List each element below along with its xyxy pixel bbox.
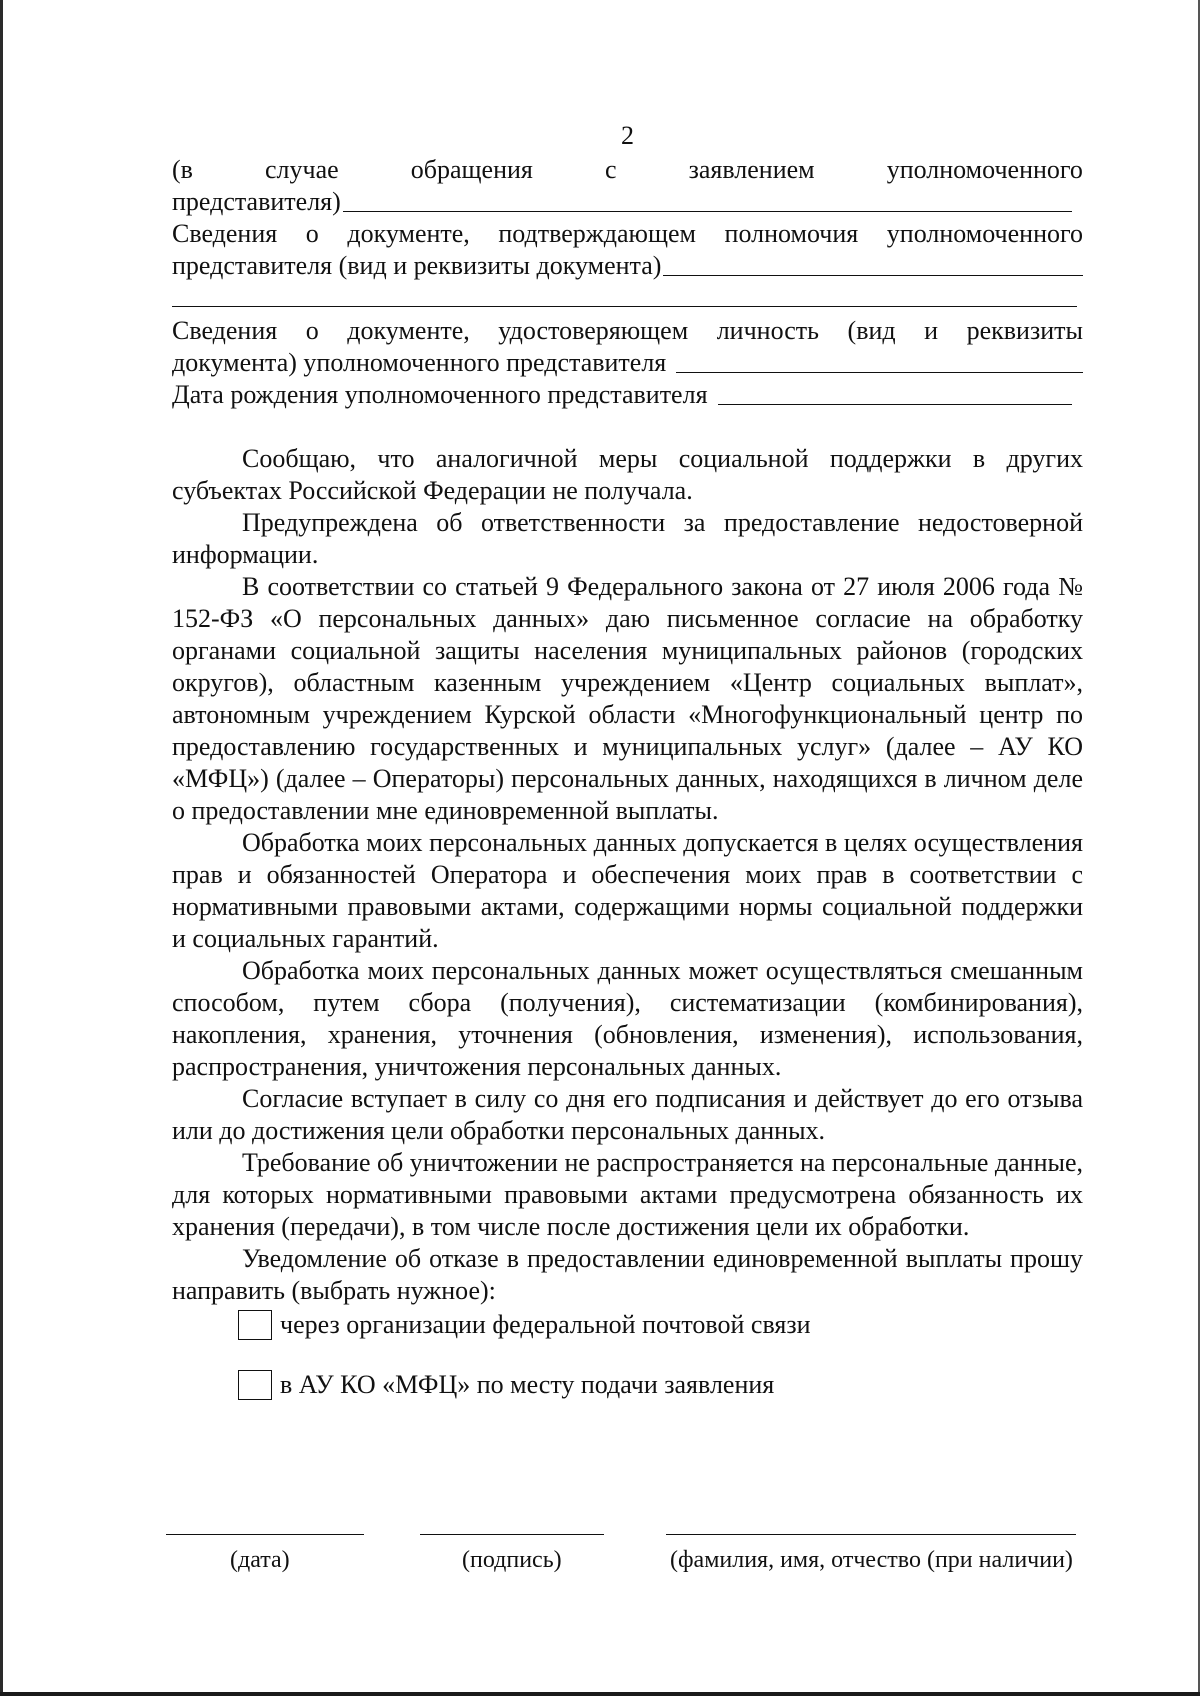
- document-body: [172, 120, 1083, 1403]
- paragraph-consent: В соответствии со статьей 9 Федерального закона от 27 июля 2006 года № 152-ФЗ «О персональных данных» даю письменное согласие на обработку органами социальной защиты населения муниципальных районов (городских округов), областным казенным учреждением «Центр социальных выплат», автономным учреждением Курской области «Многофункциональный центр по предоставлению государственных и муниципальных услуг» (далее – АУ КО «МФЦ») (далее – Операторы) персональных данных, находящихся в личном деле о предоставлении мне единовременной выплаты.: [172, 572, 1083, 825]
- option-post-label: через организации федеральной почтовой связи: [280, 1310, 811, 1339]
- birth-date-label: Дата рождения уполномоченного представителя: [172, 380, 708, 409]
- identity-doc-blank[interactable]: [676, 372, 1083, 373]
- rep-case-line2: [172, 186, 1072, 218]
- paragraph-notification: Уведомление об отказе в предоставлении единовременной выплаты прошу направить (выбрать нужное):: [172, 1244, 1083, 1305]
- rep-case-label: представителя): [172, 187, 341, 216]
- signature-caption: (подпись): [462, 1547, 562, 1573]
- option-mfc-checkbox[interactable]: [238, 1370, 272, 1400]
- spacer: [172, 411, 1083, 443]
- option-mfc[interactable]: [238, 1367, 1083, 1403]
- authority-doc-blank[interactable]: [663, 275, 1083, 276]
- spacer: [172, 1343, 1083, 1367]
- paragraph-consent-validity: Согласие вступает в силу со дня его подписания и действует до его отзыва или до достижения цели обработки персональных данных.: [172, 1084, 1083, 1145]
- option-post[interactable]: [238, 1307, 1083, 1343]
- paragraph-warning: Предупреждена об ответственности за предоставление недостоверной информации.: [172, 508, 1083, 569]
- rep-case-word: с: [604, 155, 617, 184]
- authority-doc-label: представителя (вид и реквизиты документа): [172, 251, 662, 280]
- scan-edge-left: [0, 0, 3, 1696]
- date-blank[interactable]: [166, 1534, 364, 1535]
- date-caption: (дата): [230, 1547, 290, 1573]
- rep-case-word: (в: [172, 155, 193, 184]
- birth-date-row: [172, 379, 1072, 411]
- identity-doc-line2: [172, 347, 1083, 379]
- rep-case-word: уполномоченного: [886, 155, 1083, 184]
- identity-doc-line1: Сведения о документе, удостоверяющем личность (вид и реквизиты: [172, 316, 1083, 345]
- signature-blank[interactable]: [420, 1534, 604, 1535]
- paragraph-processing-purpose: Обработка моих персональных данных допускается в целях осуществления прав и обязанностей Оператора и обеспечения моих прав в соответствии с нормативными правовыми актами, содержащими нормы социальной поддержки и социальных гарантий.: [172, 828, 1083, 953]
- option-post-checkbox[interactable]: [238, 1310, 272, 1340]
- birth-date-blank[interactable]: [718, 404, 1072, 405]
- rep-case-blank[interactable]: [343, 211, 1072, 212]
- name-caption: (фамилия, имя, отчество (при наличии): [670, 1547, 1073, 1573]
- name-blank[interactable]: [666, 1534, 1076, 1535]
- paragraph-destruction: Требование об уничтожении не распространяется на персональные данные, для которых нормативными правовыми актами предусмотрена обязанность их хранения (передачи), в том числе после достижения цели их обработки.: [172, 1148, 1083, 1241]
- page-number: 2: [621, 121, 634, 150]
- rep-case-word: случае: [265, 155, 339, 184]
- paragraph-no-other-support: Сообщаю, что аналогичной меры социальной поддержки в других субъектах Российской Федерации не получала.: [172, 444, 1083, 505]
- identity-doc-label: документа) уполномоченного представителя: [172, 348, 667, 377]
- scan-edge-bottom: [0, 1692, 1200, 1696]
- authority-doc-line2: [172, 250, 1083, 282]
- rep-case-word: обращения: [410, 155, 533, 184]
- option-mfc-label: в АУ КО «МФЦ» по месту подачи заявления: [280, 1370, 775, 1399]
- rep-case-word: заявлением: [688, 155, 815, 184]
- signature-block: [166, 1534, 1086, 1604]
- authority-doc-blank-line2[interactable]: [172, 282, 1077, 307]
- paragraph-processing-methods: Обработка моих персональных данных может осуществляться смешанным способом, путем сбора (получения), систематизации (комбинирования), накопления, хранения, уточнения (обновления, изменения), использования, распространения, уничтожения персональных данных.: [172, 956, 1083, 1081]
- rep-case-line1: [172, 154, 1083, 186]
- authority-doc-line1: Сведения о документе, подтверждающем полномочия уполномоченного: [172, 219, 1083, 248]
